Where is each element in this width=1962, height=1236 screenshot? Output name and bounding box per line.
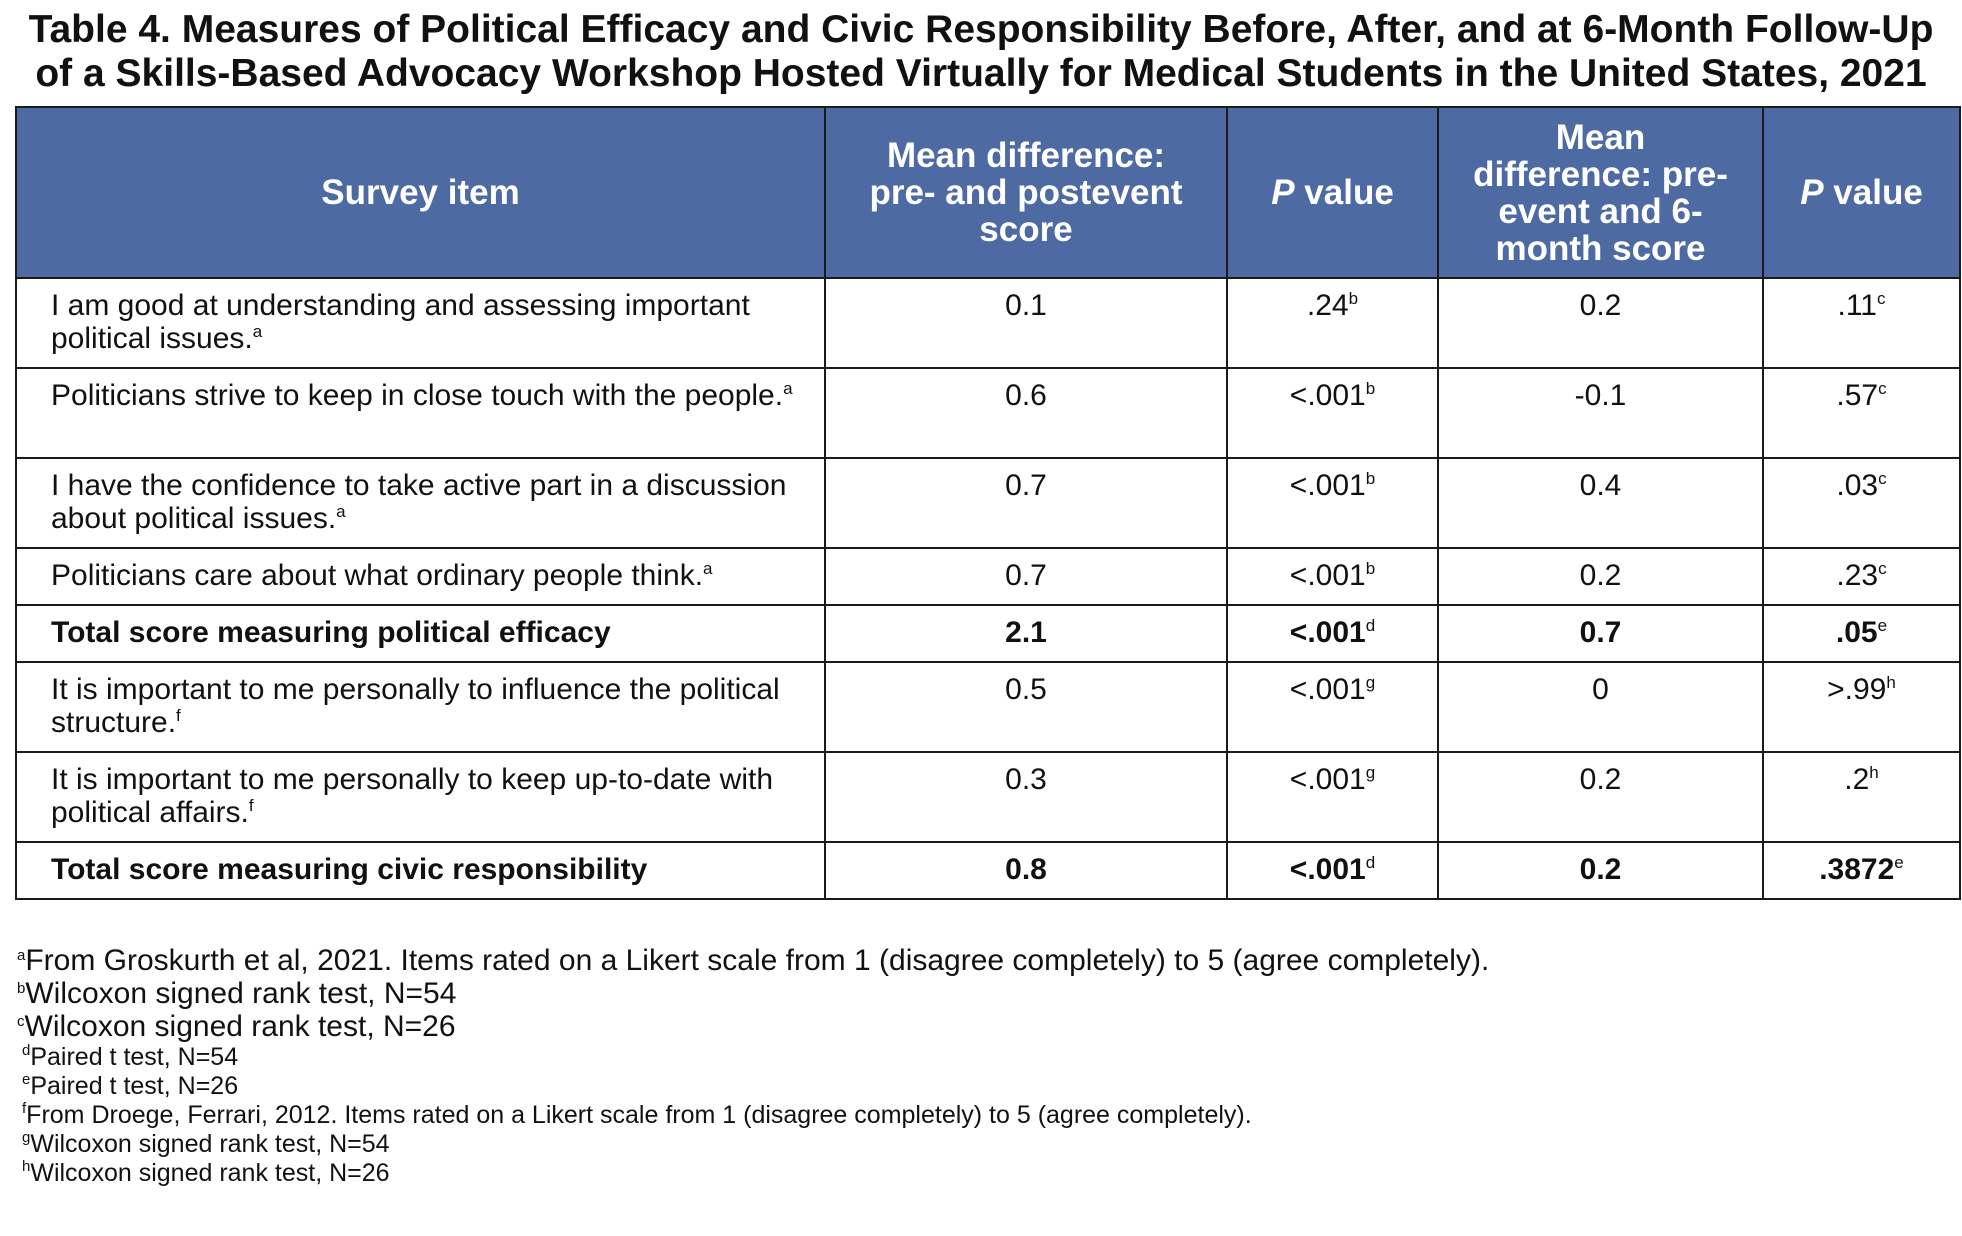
p-value-post-cell: <.001$^g$	[1227, 752, 1438, 842]
total-row-civic-responsibility	[16, 842, 1960, 899]
footnote-d: $^d$Paired t test, N=54	[22, 1042, 239, 1071]
header-mean-diff-post: Mean difference: pre- and postevent score	[825, 107, 1227, 278]
p-value-post-cell: <.001$^b$	[1227, 368, 1438, 458]
p-value-6m-cell: .23$^c$	[1763, 548, 1960, 605]
p-value-post-cell: <.001$^d$	[1227, 842, 1438, 899]
footnote-h: $^h$Wilcoxon signed rank test, N=26	[22, 1158, 390, 1187]
mean-diff-post-cell: 0.1	[825, 278, 1227, 368]
table-row	[16, 548, 1960, 605]
p-value-post-cell: <.001$^g$	[1227, 662, 1438, 752]
mean-diff-post-cell: 0.8	[825, 842, 1227, 899]
p-value-6m-cell: .2$^h$	[1763, 752, 1960, 842]
survey-item-cell: I am good at understanding and assessing important political issues.$^a$	[16, 278, 825, 368]
mean-diff-6m-cell: 0.2	[1438, 752, 1763, 842]
mean-diff-post-cell: 0.3	[825, 752, 1227, 842]
p-value-post-cell: <.001$^b$	[1227, 458, 1438, 548]
survey-item-cell: Total score measuring civic responsibility	[16, 842, 825, 899]
table-row	[16, 662, 1960, 752]
mean-diff-6m-cell: 0.4	[1438, 458, 1763, 548]
p-value-6m-cell: .57$^c$	[1763, 368, 1960, 458]
footnote-g: $^g$Wilcoxon signed rank test, N=54	[22, 1129, 390, 1158]
total-row-political-efficacy	[16, 605, 1960, 662]
survey-item-cell: Politicians care about what ordinary people think.$^a$	[16, 548, 825, 605]
mean-diff-post-cell: 0.5	[825, 662, 1227, 752]
survey-item-cell: I have the confidence to take active part in a discussion about political issues.$^a$	[16, 458, 825, 548]
p-value-6m-cell: .03$^c$	[1763, 458, 1960, 548]
header-p-value-1: P value	[1227, 107, 1438, 278]
mean-diff-6m-cell: 0	[1438, 662, 1763, 752]
header-mean-diff-6m: Mean difference: pre-event and 6-month score	[1438, 107, 1763, 278]
title-line-1: Table 4. Measures of Political Efficacy and Civic Responsibility Before, After, and at 6-Month Follow-Up	[28, 8, 1934, 51]
title-line-2: of a Skills-Based Advocacy Workshop Hosted Virtually for Medical Students in the United States, 2021	[35, 52, 1927, 95]
survey-item-cell: It is important to me personally to keep up-to-date with political affairs.$^f$	[16, 752, 825, 842]
survey-item-cell: It is important to me personally to influence the political structure.$^f$	[16, 662, 825, 752]
footnote-b: $^b$Wilcoxon signed rank test, N=54	[17, 977, 457, 1010]
mean-diff-post-cell: 2.1	[825, 605, 1227, 662]
footnote-c: $^c$Wilcoxon signed rank test, N=26	[17, 1010, 456, 1043]
mean-diff-6m-cell: 0.2	[1438, 842, 1763, 899]
table-row	[16, 458, 1960, 548]
table-row	[16, 368, 1960, 458]
p-value-6m-cell: .11$^c$	[1763, 278, 1960, 368]
mean-diff-post-cell: 0.7	[825, 548, 1227, 605]
p-value-6m-cell: .3872e	[1763, 842, 1960, 899]
p-value-post-cell: .24$^b$	[1227, 278, 1438, 368]
footnotes	[17, 944, 1937, 1188]
table-title	[0, 8, 1962, 96]
mean-diff-post-cell: 0.6	[825, 368, 1227, 458]
header-row	[16, 107, 1960, 278]
header-p-value-2: P value	[1763, 107, 1960, 278]
mean-diff-6m-cell: 0.2	[1438, 278, 1763, 368]
mean-diff-6m-cell: 0.2	[1438, 548, 1763, 605]
survey-item-cell: Total score measuring political efficacy	[16, 605, 825, 662]
header-survey-item: Survey item	[16, 107, 825, 278]
p-value-6m-cell: >.99$^h$	[1763, 662, 1960, 752]
p-value-post-cell: <.001$^d$	[1227, 605, 1438, 662]
p-value-6m-cell: .05e	[1763, 605, 1960, 662]
footnote-f: $^f$From Droege, Ferrari, 2012. Items rated on a Likert scale from 1 (disagree completely) to 5 (agree completely).	[22, 1100, 1252, 1129]
mean-diff-6m-cell: -0.1	[1438, 368, 1763, 458]
footnote-e: $^e$Paired t test, N=26	[22, 1071, 239, 1100]
table-row	[16, 278, 1960, 368]
p-value-post-cell: <.001$^b$	[1227, 548, 1438, 605]
table-row	[16, 752, 1960, 842]
footnote-a: $^a$From Groskurth et al, 2021. Items rated on a Likert scale from 1 (disagree completely) to 5 (agree completely).	[17, 944, 1490, 977]
mean-diff-post-cell: 0.7	[825, 458, 1227, 548]
results-table	[15, 106, 1961, 900]
mean-diff-6m-cell: 0.7	[1438, 605, 1763, 662]
survey-item-cell: Politicians strive to keep in close touch with the people.$^a$	[16, 368, 825, 458]
